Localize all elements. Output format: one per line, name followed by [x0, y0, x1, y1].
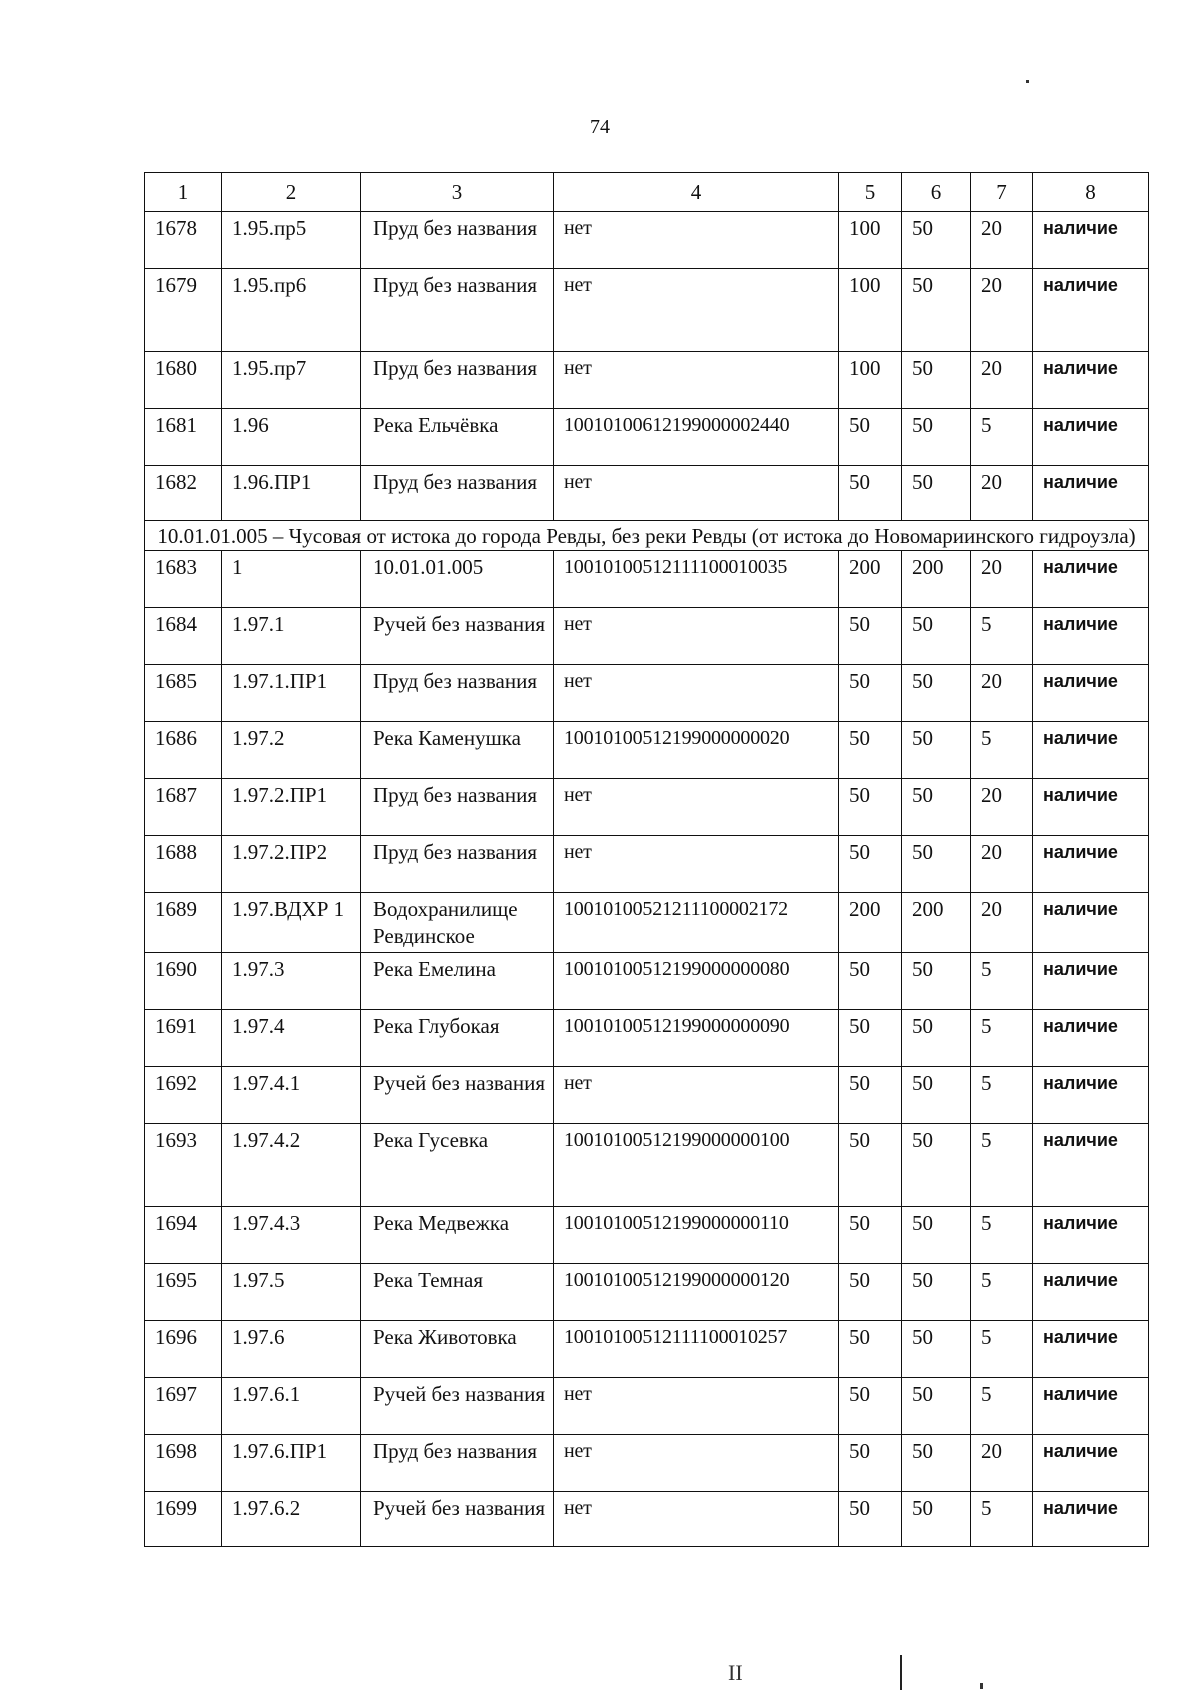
object-code: 1.97.3	[222, 953, 361, 1010]
value-col5: 50	[839, 1435, 902, 1492]
value-col7: 20	[971, 779, 1033, 836]
object-code: 1.96	[222, 409, 361, 466]
table-row	[145, 1321, 1149, 1378]
object-name: Пруд без названия	[361, 1435, 554, 1492]
object-name: Река Ельчёвка	[361, 409, 554, 466]
status-cell: наличие	[1033, 836, 1149, 893]
value-col6: 50	[902, 1207, 971, 1264]
status-cell: наличие	[1033, 1124, 1149, 1207]
value-col7: 20	[971, 893, 1033, 953]
header-cell: 5	[839, 173, 902, 212]
object-code: 1.97.ВДХР 1	[222, 893, 361, 953]
value-col6: 50	[902, 1124, 971, 1207]
table-row	[145, 1492, 1149, 1547]
value-col7: 5	[971, 953, 1033, 1010]
value-col6: 50	[902, 665, 971, 722]
value-col6: 50	[902, 409, 971, 466]
header-row	[145, 173, 1149, 212]
table-row	[145, 836, 1149, 893]
row-number: 1679	[145, 269, 222, 352]
registry-code: нет	[554, 466, 839, 521]
value-col7: 5	[971, 1492, 1033, 1547]
status-cell: наличие	[1033, 466, 1149, 521]
table-row	[145, 665, 1149, 722]
value-col5: 50	[839, 953, 902, 1010]
table-body-part1	[145, 212, 1149, 521]
registry-code: 10010100512199000000110	[554, 1207, 839, 1264]
value-col7: 5	[971, 608, 1033, 665]
table-row	[145, 409, 1149, 466]
table-row	[145, 1207, 1149, 1264]
value-col5: 50	[839, 836, 902, 893]
value-col5: 50	[839, 779, 902, 836]
table-row	[145, 1378, 1149, 1435]
value-col6: 50	[902, 269, 971, 352]
status-cell: наличие	[1033, 953, 1149, 1010]
status-cell: наличие	[1033, 1010, 1149, 1067]
value-col7: 5	[971, 1124, 1033, 1207]
object-name: Река Глубокая	[361, 1010, 554, 1067]
object-name: Река Животовка	[361, 1321, 554, 1378]
value-col5: 50	[839, 1378, 902, 1435]
value-col7: 5	[971, 1207, 1033, 1264]
value-col5: 50	[839, 608, 902, 665]
object-code: 1.97.6	[222, 1321, 361, 1378]
object-code: 1.97.5	[222, 1264, 361, 1321]
header-cell: 3	[361, 173, 554, 212]
value-col5: 50	[839, 1010, 902, 1067]
table-row	[145, 1124, 1149, 1207]
value-col6: 200	[902, 893, 971, 953]
registry-code: нет	[554, 665, 839, 722]
object-code: 1.97.4	[222, 1010, 361, 1067]
row-number: 1692	[145, 1067, 222, 1124]
table-row	[145, 352, 1149, 409]
row-number: 1682	[145, 466, 222, 521]
value-col6: 50	[902, 352, 971, 409]
footer-mark: II	[728, 1660, 743, 1685]
row-number: 1688	[145, 836, 222, 893]
status-cell: наличие	[1033, 1492, 1149, 1547]
header-cell: 8	[1033, 173, 1149, 212]
object-name: Ручей без названия	[361, 1378, 554, 1435]
registry-code: 10010100612199000002440	[554, 409, 839, 466]
object-name: Пруд без названия	[361, 352, 554, 409]
value-col5: 50	[839, 409, 902, 466]
value-col6: 50	[902, 466, 971, 521]
object-code: 1.97.6.ПР1	[222, 1435, 361, 1492]
header-cell: 6	[902, 173, 971, 212]
table-row	[145, 1264, 1149, 1321]
section-body	[145, 521, 1149, 551]
registry-code: нет	[554, 1435, 839, 1492]
object-name: Водохранилище Ревдинское	[361, 893, 554, 953]
status-cell: наличие	[1033, 212, 1149, 269]
table-row	[145, 269, 1149, 352]
registry-code: 10010100512111100010257	[554, 1321, 839, 1378]
registry-code: 10010100512199000000090	[554, 1010, 839, 1067]
value-col7: 20	[971, 466, 1033, 521]
value-col5: 50	[839, 665, 902, 722]
object-name: Ручей без названия	[361, 608, 554, 665]
status-cell: наличие	[1033, 1321, 1149, 1378]
registry-code: 10010100512199000000080	[554, 953, 839, 1010]
object-name: Ручей без названия	[361, 1067, 554, 1124]
table-row	[145, 466, 1149, 521]
registry-code: нет	[554, 608, 839, 665]
value-col6: 50	[902, 953, 971, 1010]
status-cell: наличие	[1033, 409, 1149, 466]
row-number: 1698	[145, 1435, 222, 1492]
status-cell: наличие	[1033, 1435, 1149, 1492]
value-col6: 50	[902, 722, 971, 779]
value-col7: 20	[971, 665, 1033, 722]
status-cell: наличие	[1033, 551, 1149, 608]
header-cell: 4	[554, 173, 839, 212]
status-cell: наличие	[1033, 779, 1149, 836]
status-cell: наличие	[1033, 1067, 1149, 1124]
row-number: 1693	[145, 1124, 222, 1207]
registry-code: 10010100521211100002172	[554, 893, 839, 953]
row-number: 1696	[145, 1321, 222, 1378]
object-code: 1.97.4.1	[222, 1067, 361, 1124]
registry-code: нет	[554, 352, 839, 409]
object-name: Река Медвежка	[361, 1207, 554, 1264]
registry-code: нет	[554, 836, 839, 893]
value-col7: 20	[971, 352, 1033, 409]
footer-bar	[900, 1655, 902, 1690]
object-name: Пруд без названия	[361, 779, 554, 836]
object-name: Пруд без названия	[361, 466, 554, 521]
status-cell: наличие	[1033, 1378, 1149, 1435]
object-name: Река Темная	[361, 1264, 554, 1321]
value-col6: 50	[902, 1435, 971, 1492]
registry-code: нет	[554, 212, 839, 269]
object-code: 1.97.6.2	[222, 1492, 361, 1547]
row-number: 1681	[145, 409, 222, 466]
value-col5: 100	[839, 212, 902, 269]
water-bodies-table	[144, 172, 1149, 1547]
value-col6: 50	[902, 608, 971, 665]
table-row	[145, 953, 1149, 1010]
object-code: 1.97.4.3	[222, 1207, 361, 1264]
row-number: 1694	[145, 1207, 222, 1264]
object-code: 1.96.ПР1	[222, 466, 361, 521]
object-code: 1.97.2.ПР1	[222, 779, 361, 836]
registry-code: 10010100512199000000100	[554, 1124, 839, 1207]
scan-speck	[1026, 80, 1029, 83]
registry-code: нет	[554, 1378, 839, 1435]
value-col7: 20	[971, 212, 1033, 269]
row-number: 1689	[145, 893, 222, 953]
section-title: 10.01.01.005 – Чусовая от истока до города Ревды, без реки Ревды (от истока до Новомариинского гидроузла)	[145, 521, 1149, 551]
object-code: 1.97.6.1	[222, 1378, 361, 1435]
value-col6: 50	[902, 779, 971, 836]
status-cell: наличие	[1033, 608, 1149, 665]
header-cell: 7	[971, 173, 1033, 212]
object-code: 1.97.4.2	[222, 1124, 361, 1207]
status-cell: наличие	[1033, 1264, 1149, 1321]
row-number: 1690	[145, 953, 222, 1010]
object-name: Пруд без названия	[361, 836, 554, 893]
table-row	[145, 779, 1149, 836]
object-name: Река Емелина	[361, 953, 554, 1010]
value-col5: 50	[839, 1067, 902, 1124]
object-name: 10.01.01.005	[361, 551, 554, 608]
value-col5: 50	[839, 1321, 902, 1378]
value-col6: 50	[902, 1264, 971, 1321]
row-number: 1697	[145, 1378, 222, 1435]
object-name: Река Каменушка	[361, 722, 554, 779]
row-number: 1680	[145, 352, 222, 409]
value-col7: 5	[971, 1378, 1033, 1435]
row-number: 1686	[145, 722, 222, 779]
object-name: Пруд без названия	[361, 665, 554, 722]
row-number: 1678	[145, 212, 222, 269]
value-col7: 5	[971, 1067, 1033, 1124]
object-name: Пруд без названия	[361, 212, 554, 269]
table-row	[145, 893, 1149, 953]
object-code: 1.97.2	[222, 722, 361, 779]
status-cell: наличие	[1033, 269, 1149, 352]
status-cell: наличие	[1033, 1207, 1149, 1264]
value-col7: 20	[971, 1435, 1033, 1492]
table-row	[145, 1435, 1149, 1492]
value-col6: 50	[902, 1010, 971, 1067]
value-col6: 50	[902, 1321, 971, 1378]
value-col6: 200	[902, 551, 971, 608]
row-number: 1695	[145, 1264, 222, 1321]
table-row	[145, 551, 1149, 608]
table-row	[145, 608, 1149, 665]
table-row	[145, 722, 1149, 779]
registry-code: нет	[554, 1492, 839, 1547]
row-number: 1687	[145, 779, 222, 836]
row-number: 1684	[145, 608, 222, 665]
value-col7: 20	[971, 269, 1033, 352]
value-col7: 20	[971, 551, 1033, 608]
value-col6: 50	[902, 1492, 971, 1547]
registry-code: 10010100512111100010035	[554, 551, 839, 608]
section-header-row	[145, 521, 1149, 551]
footer-dot	[980, 1683, 983, 1689]
status-cell: наличие	[1033, 352, 1149, 409]
value-col7: 5	[971, 1264, 1033, 1321]
table-row	[145, 212, 1149, 269]
value-col7: 5	[971, 1321, 1033, 1378]
table-row	[145, 1067, 1149, 1124]
status-cell: наличие	[1033, 722, 1149, 779]
value-col7: 5	[971, 722, 1033, 779]
value-col6: 50	[902, 1067, 971, 1124]
value-col5: 200	[839, 551, 902, 608]
registry-code: нет	[554, 1067, 839, 1124]
value-col5: 50	[839, 722, 902, 779]
value-col5: 50	[839, 1124, 902, 1207]
value-col7: 20	[971, 836, 1033, 893]
page-number: 74	[590, 116, 610, 138]
object-name: Пруд без названия	[361, 269, 554, 352]
registry-code: нет	[554, 779, 839, 836]
object-code: 1.97.2.ПР2	[222, 836, 361, 893]
value-col6: 50	[902, 212, 971, 269]
value-col7: 5	[971, 409, 1033, 466]
registry-code: нет	[554, 269, 839, 352]
registry-code: 10010100512199000000120	[554, 1264, 839, 1321]
object-code: 1.97.1	[222, 608, 361, 665]
value-col7: 5	[971, 1010, 1033, 1067]
object-code: 1.95.пр5	[222, 212, 361, 269]
object-code: 1.95.пр7	[222, 352, 361, 409]
object-code: 1.95.пр6	[222, 269, 361, 352]
registry-code: 10010100512199000000020	[554, 722, 839, 779]
status-cell: наличие	[1033, 893, 1149, 953]
object-name: Река Гусевка	[361, 1124, 554, 1207]
value-col5: 100	[839, 269, 902, 352]
row-number: 1683	[145, 551, 222, 608]
value-col5: 50	[839, 1264, 902, 1321]
value-col6: 50	[902, 1378, 971, 1435]
value-col6: 50	[902, 836, 971, 893]
row-number: 1685	[145, 665, 222, 722]
value-col5: 100	[839, 352, 902, 409]
row-number: 1691	[145, 1010, 222, 1067]
value-col5: 50	[839, 1207, 902, 1264]
header-cell: 1	[145, 173, 222, 212]
value-col5: 200	[839, 893, 902, 953]
value-col5: 50	[839, 1492, 902, 1547]
table-body-part2	[145, 551, 1149, 1547]
row-number: 1699	[145, 1492, 222, 1547]
status-cell: наличие	[1033, 665, 1149, 722]
table-row	[145, 1010, 1149, 1067]
object-name: Ручей без названия	[361, 1492, 554, 1547]
object-code: 1	[222, 551, 361, 608]
header-cell: 2	[222, 173, 361, 212]
object-code: 1.97.1.ПР1	[222, 665, 361, 722]
value-col5: 50	[839, 466, 902, 521]
